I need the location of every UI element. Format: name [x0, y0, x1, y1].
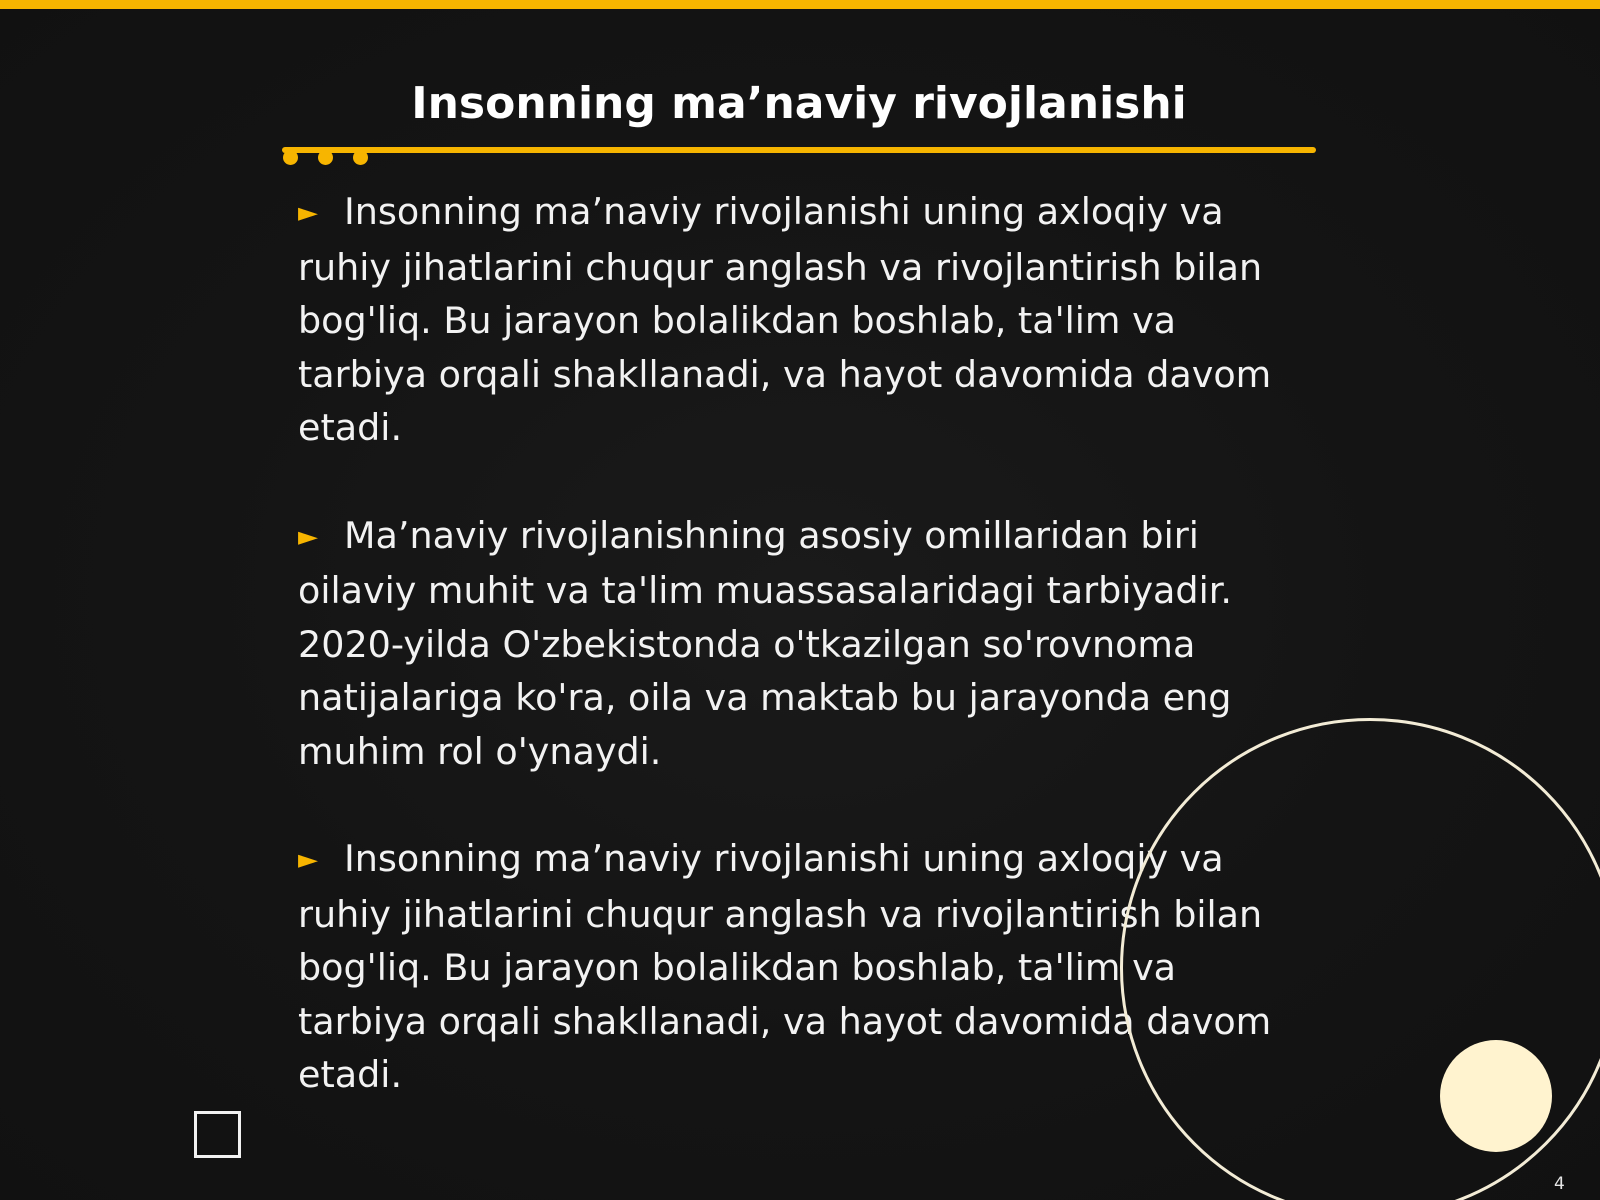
- decorative-circle-filled: [1440, 1040, 1552, 1152]
- bullet-text: Insonning ma’naviy rivojlanishi uning axloqiy va ruhiy jihatlarini chuqur anglash va rivojlantirish bilan bog'liq. Bu jarayon bolalikdan boshlab, ta'lim va tarbiya orqali shakllanadi, va hayot davomida davom etadi.: [298, 837, 1272, 1096]
- slide-title: Insonning ma’naviy rivojlanishi: [411, 78, 1187, 129]
- page-number: 4: [1554, 1174, 1565, 1194]
- decorative-square: [194, 1111, 241, 1158]
- decorative-dot: [353, 150, 368, 165]
- bullet-item: [298, 185, 1308, 455]
- bullet-arrow-icon: ►: [298, 198, 318, 228]
- decorative-dot: [318, 150, 333, 165]
- bullet-text: Insonning ma’naviy rivojlanishi uning axloqiy va ruhiy jihatlarini chuqur anglash va rivojlantirish bilan bog'liq. Bu jarayon bolalikdan boshlab, ta'lim va tarbiya orqali shakllanadi, va hayot davomida davom etadi.: [298, 190, 1272, 449]
- title-underline: [282, 147, 1316, 153]
- bullet-text: Ma’naviy rivojlanishning asosiy omillaridan biri oilaviy muhit va ta'lim muassasalaridagi tarbiyadir. 2020-yilda O'zbekistonda o'tkazilgan so'rovnoma natijalariga ko'ra, oila va maktab bu jarayonda eng muhim rol o'ynaydi.: [298, 513, 1232, 773]
- decorative-dot: [283, 150, 298, 165]
- bullet-arrow-icon: ►: [298, 845, 318, 875]
- top-accent-bar: [0, 0, 1600, 9]
- bullet-item: [298, 509, 1308, 779]
- bullet-arrow-icon: ►: [298, 521, 318, 552]
